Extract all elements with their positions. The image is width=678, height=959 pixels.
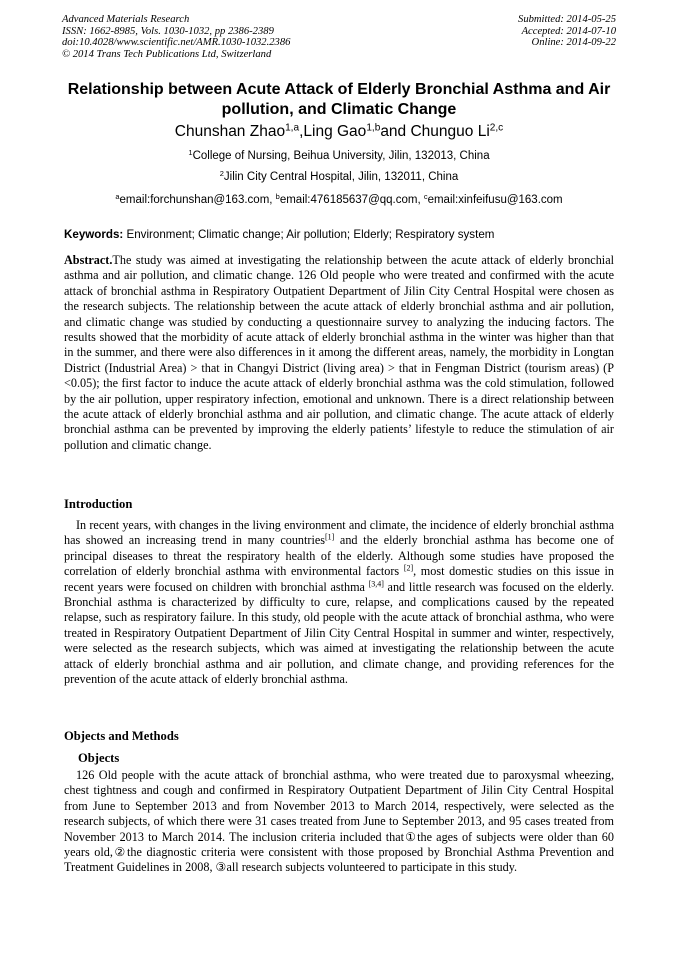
author-name: Chunguo Li — [410, 123, 490, 140]
keywords-label: Keywords: — [64, 228, 124, 241]
circled-number: ② — [112, 845, 127, 860]
abstract-label: Abstract. — [64, 253, 113, 267]
email-sup: a — [115, 191, 120, 201]
circled-number: ① — [404, 829, 418, 844]
citation-ref: [3,4] — [368, 579, 384, 589]
methods-text: the diagnostic criteria were consistent with those proposed by Bronchial Asthma Prevention and Treatment Guidelines in 2008, — [64, 845, 614, 875]
dates-header — [518, 14, 616, 49]
email-line — [20, 193, 658, 207]
circled-number: ③ — [215, 860, 227, 875]
abstract-text: The study was aimed at investigating the relationship between the acute attack of elderly bronchial asthma and air pollution, and climatic change. 126 Old people who were treated and confirmed with the acute attack of bronchial asthma in Respiratory Outpatient Department of Jilin City Central Hospital were chosen as the research subjects. The relationship between the acute attack of elderly bronchial asthma and air pollution, and climatic change was studied by conducting a questionnaire survey to analyzing the inducing factors. The results showed that the morbidity of acute attack of elderly bronchial asthma in the winter was higher than that in the summer, and there were also differences in it among the different areas, namely, the morbidity in Longtan District (Industrial Area) > that in Changyi District (living area) > that in Fengman District (tourism areas) (P <0.05); the first factor to induce the acute attack of elderly bronchial asthma was the cold stimulation, followed by the air pollution, upper respiratory infection, emotional and unknown. There is a direct relationship between the acute attack of elderly bronchial asthma and air pollution, and climatic change. The acute attack of elderly bronchial asthma can be prevented by improving the elderly patients’ lifestyle to reduce the stimulation of air pollution and climatic change. — [64, 253, 614, 452]
methods-text: the ages of subjects were older than 60 years old, — [64, 829, 614, 860]
author-name: Ling Gao — [303, 123, 367, 140]
author-name: Chunshan Zhao — [174, 123, 286, 140]
affiliation-2 — [20, 170, 658, 184]
author-list — [20, 122, 658, 142]
email-sup: c — [423, 191, 428, 201]
keywords — [64, 228, 624, 242]
intro-text: and the elderly bronchial asthma has become one of principal diseases to threat the respiratory health of the elderly. Although some studies have proposed the correlation of elderly bronchial asthma with environmental factors — [64, 533, 614, 579]
accepted-date: Accepted: 2014-07-10 — [521, 25, 616, 37]
doi-line: doi:10.4028/www.scientific.net/AMR.1030-1032.2386 — [62, 37, 291, 49]
citation-ref: [1] — [325, 533, 335, 543]
affiliation-1 — [20, 149, 658, 163]
author-sup: 1,a — [285, 122, 300, 134]
author-sup: 1,b — [366, 122, 381, 134]
intro-text: and little research was focused on the elderly. Bronchial asthma is characterized by difficulty to cure, relapse, and complications caused by the repeated relapse, such as respiratory failure. In this study, old people with the acute attack of bronchial asthma, who were treated in Respiratory Outpatient Department of Jilin City Central Hospital in summer and winter, respectively, were selected as the research subjects, which was aimed at investigating the relationship between the acute attack of elderly bronchial asthma and air pollution, and climate change, and providing references for the prevention of the acute attack of elderly bronchial asthma. — [64, 579, 614, 687]
email-text: email:forchunshan@163.com, — [119, 194, 276, 206]
intro-text: In recent years, with changes in the living environment and climate, the incidence of elderly bronchial asthma has showed an increasing trend in many countries — [64, 518, 614, 548]
submitted-date: Submitted: 2014-05-25 — [518, 14, 616, 25]
introduction-paragraph — [64, 518, 614, 687]
keywords-text: Environment; Climatic change; Air pollution; Elderly; Respiratory system — [123, 228, 495, 241]
objects-subheading: Objects — [78, 751, 120, 765]
abstract — [64, 253, 614, 453]
author-sep: , — [299, 123, 304, 140]
journal-header — [62, 14, 290, 60]
citation-ref: [2] — [403, 563, 414, 573]
affiliation-text: College of Nursing, Beihua University, Jilin, 132013, China — [192, 150, 490, 162]
online-date: Online: 2014-09-22 — [531, 37, 616, 49]
copyright-line: © 2014 Trans Tech Publications Ltd, Switzerland — [62, 48, 272, 60]
paper-title: Relationship between Acute Attack of Elderly Bronchial Asthma and Air pollution, and Climatic Change — [67, 81, 611, 118]
intro-text: , most domestic studies on this issue in recent years were focused on children with bronchial asthma — [64, 564, 614, 594]
issn-line: ISSN: 1662-8985, Vols. 1030-1032, pp 2386-2389 — [62, 25, 274, 37]
methods-text: all research subjects volunteered to participate in this study. — [226, 860, 518, 875]
author-sup: 2,c — [489, 122, 504, 134]
email-text: email:xinfeifusu@163.com — [427, 194, 563, 206]
email-sup: b — [275, 191, 280, 201]
methods-text: 126 Old people with the acute attack of bronchial asthma, who were treated due to paroxysmal wheezing, chest tightness and cough and confirmed in Respiratory Outpatient Department of Jilin City Central Hospital from June to September 2013 and from November 2013 to March 2014, respectively, were selected as the research subjects, of which there were 31 cases treated from June to September 2013, and 95 cases treated from November 2013 to March 2014. The inclusion criteria included that — [64, 768, 614, 844]
objects-paragraph — [64, 768, 614, 876]
methods-heading: Objects and Methods — [64, 729, 179, 743]
affiliation-sup: 1 — [188, 147, 193, 157]
introduction-heading: Introduction — [64, 497, 133, 511]
journal-name: Advanced Materials Research — [62, 14, 190, 25]
affiliation-sup: 2 — [219, 168, 224, 178]
affiliation-text: Jilin City Central Hospital, Jilin, 132011, China — [223, 171, 459, 183]
author-sep: and — [380, 123, 411, 140]
email-text: email:476185637@qq.com, — [279, 194, 424, 206]
